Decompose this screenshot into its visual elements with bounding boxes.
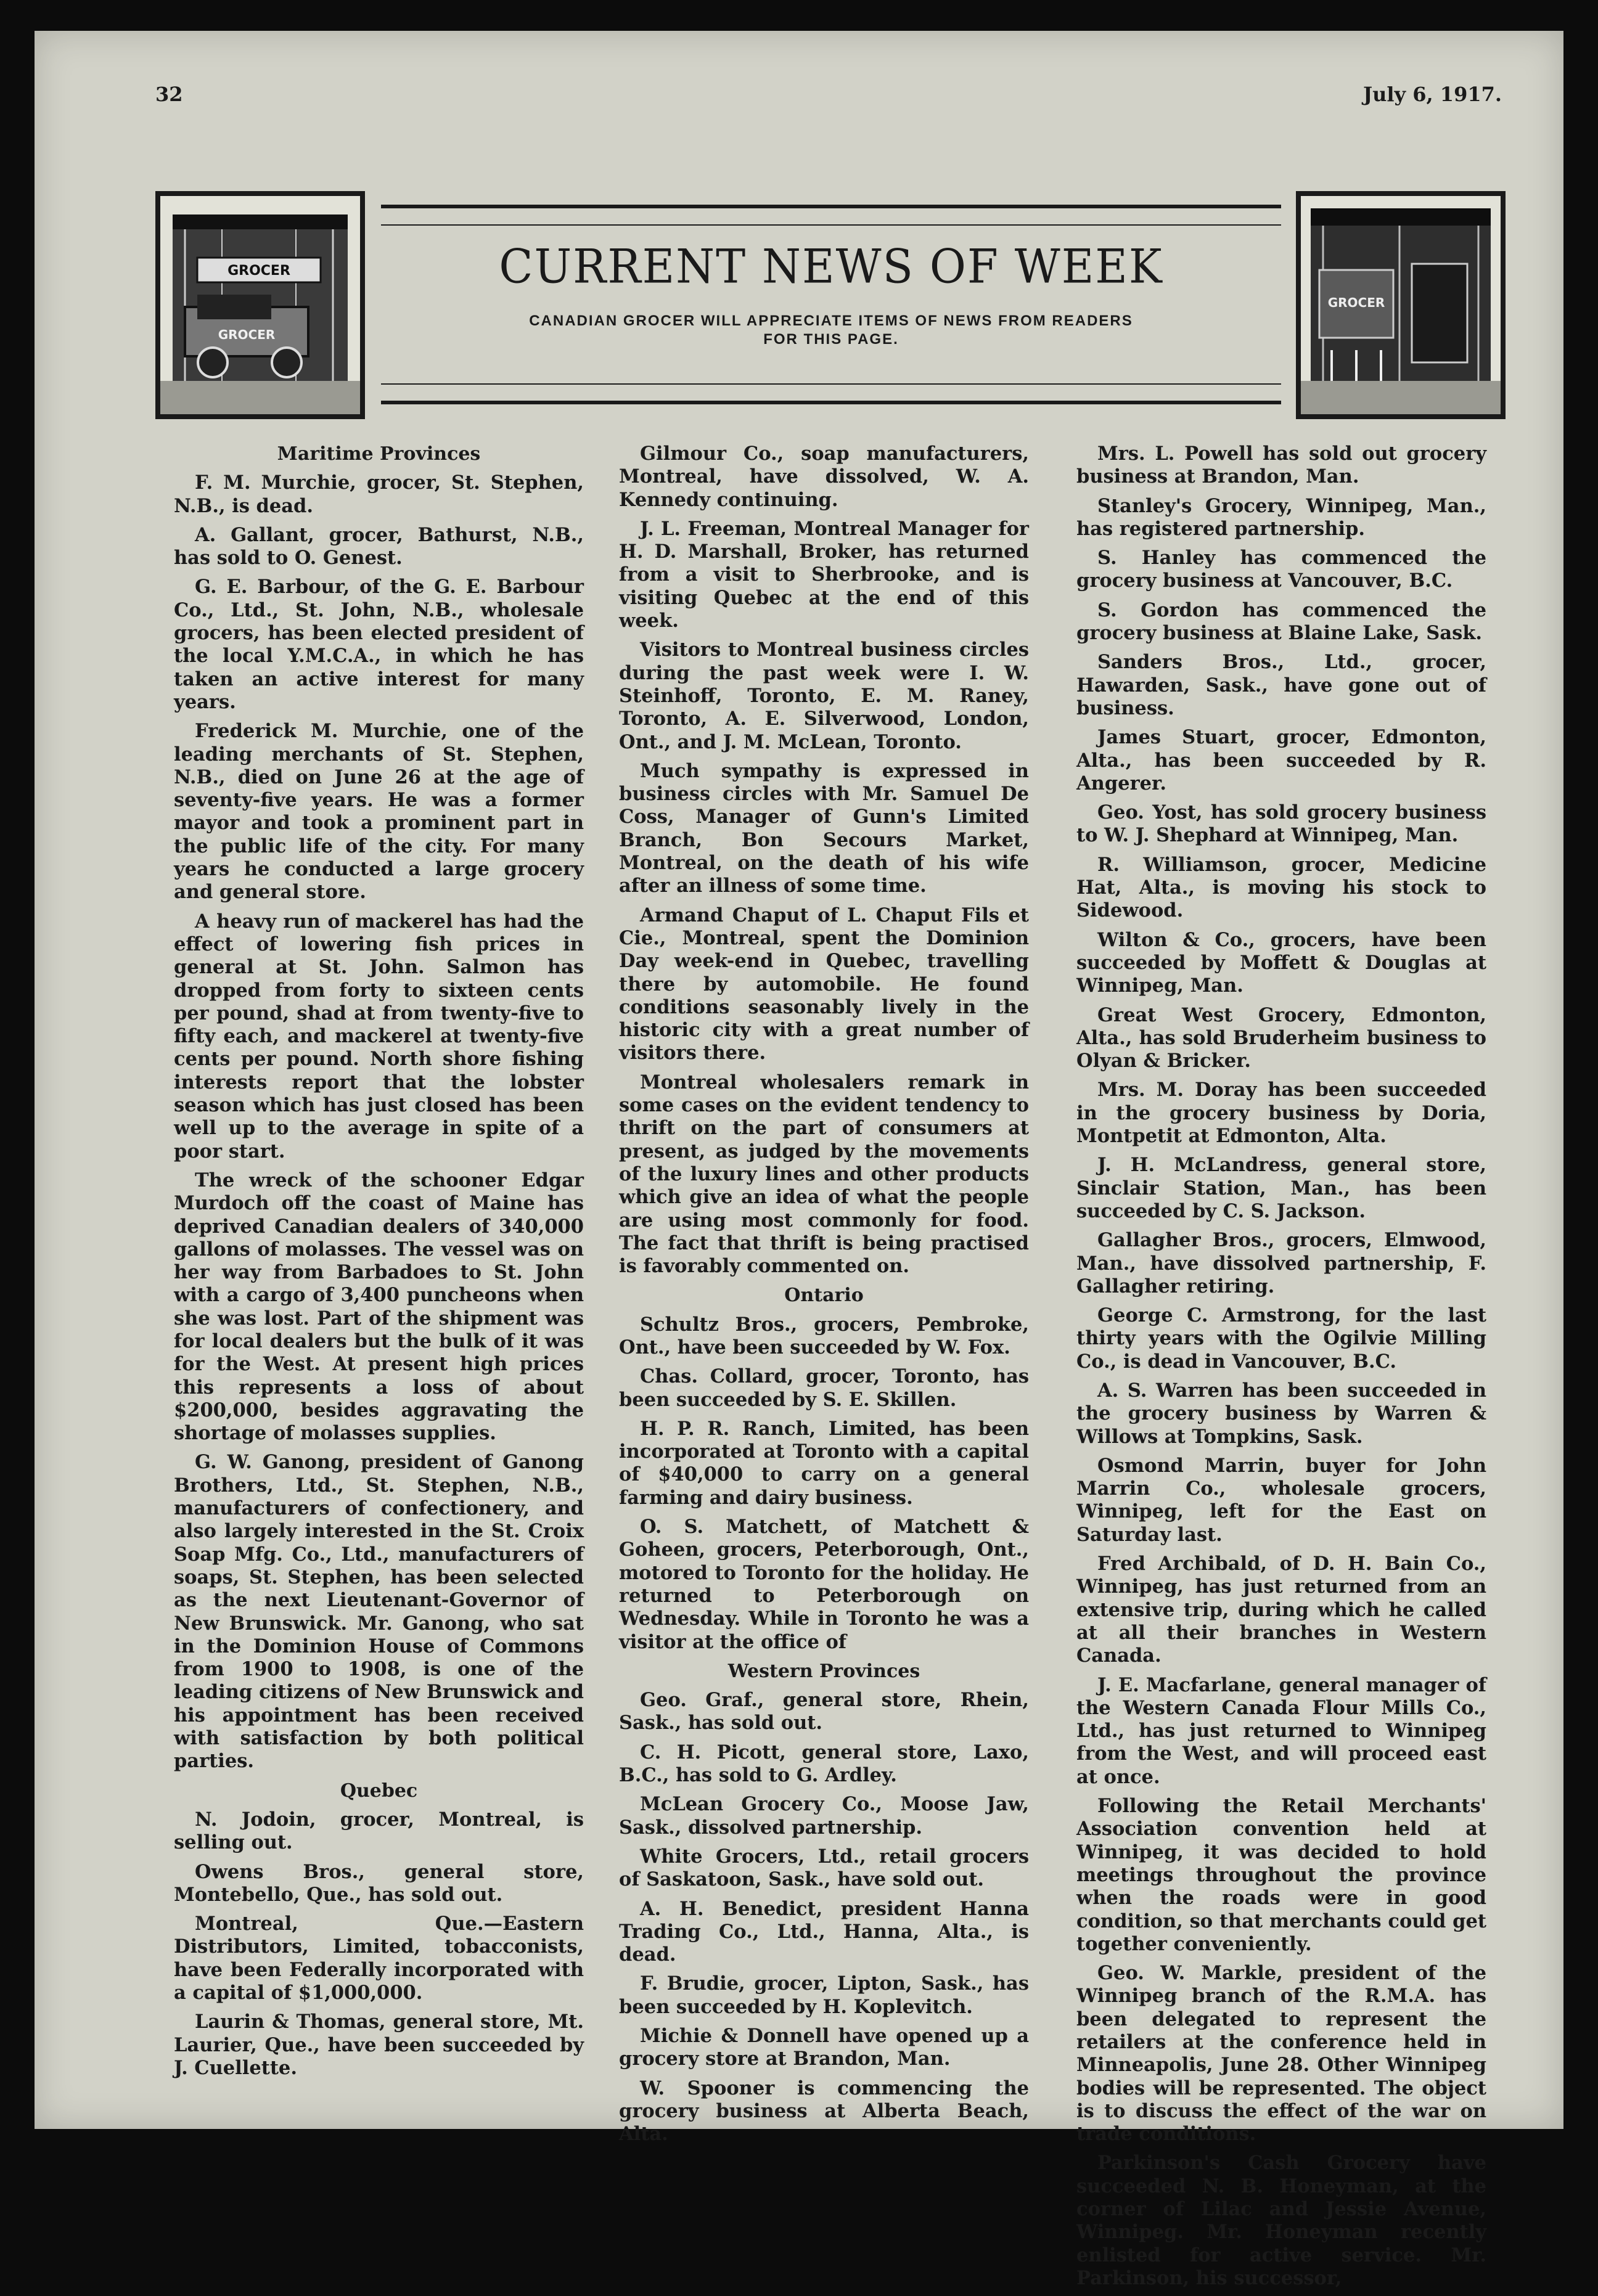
store-front-icon	[1301, 196, 1501, 414]
news-item: Owens Bros., general store, Montebello, Que., has sold out.	[174, 1860, 584, 1906]
masthead-top-rule	[381, 205, 1281, 226]
news-item: A. Gallant, grocer, Bathurst, N.B., has sold to O. Genest.	[174, 523, 584, 570]
store-sign-text: GROCER	[227, 263, 290, 279]
news-item: Armand Chaput of L. Chaput Fils et Cie., Montreal, spent the Dominion Day week-end in Quebec, travelling there by automobile. He found conditions seasonably lively in the historic city with a great number of visitors there.	[619, 904, 1029, 1064]
news-item: H. P. R. Ranch, Limited, has been incorporated at Toronto with a capital of $40,000 to carry on a general farming and dairy business.	[619, 1417, 1029, 1509]
store-window-sign-text: GROCER	[1327, 295, 1385, 310]
masthead-bottom-rule	[381, 383, 1281, 404]
store-front-with-car-icon	[160, 196, 360, 414]
news-item: Sanders Bros., Ltd., grocer, Hawarden, Sask., have gone out of business.	[1076, 651, 1486, 719]
news-item: S. Hanley has commenced the grocery business at Vancouver, B.C.	[1076, 547, 1486, 592]
news-item: J. L. Freeman, Montreal Manager for H. D. Marshall, Broker, has returned from a visit to Sherbrooke, and is visiting Quebec at the end of this week.	[619, 517, 1029, 632]
news-item: S. Gordon has commenced the grocery business at Blaine Lake, Sask.	[1076, 599, 1486, 645]
news-item: Parkinson's Cash Grocery have succeeded N. B. Honeyman, at the corner of Lilac and Jessie Avenue, Winnipeg. Mr. Honeyman recently enlisted for active service. Mr. Parkinson, his successor,	[1076, 2152, 1486, 2289]
news-item: James Stuart, grocer, Edmonton, Alta., has been succeeded by R. Angerer.	[1076, 726, 1486, 795]
section-heading-quebec: Quebec	[340, 1779, 418, 1802]
news-item: Chas. Collard, grocer, Toronto, has been succeeded by S. E. Skillen.	[619, 1365, 1029, 1411]
page-subtitle: CANADIAN GROCER WILL APPRECIATE ITEMS OF NEWS FROM READERS FOR THIS PAGE.	[529, 313, 1133, 348]
news-item: C. H. Picott, general store, Laxo, B.C., has sold to G. Ardley.	[619, 1741, 1029, 1787]
news-item: Stanley's Grocery, Winnipeg, Man., has registered partnership.	[1076, 494, 1486, 540]
news-item: F. M. Murchie, grocer, St. Stephen, N.B., is dead.	[174, 472, 584, 517]
section-heading-western: Western Provinces	[727, 1660, 920, 1682]
section-heading-maritime: Maritime Provinces	[277, 443, 481, 465]
news-item: Montreal, Que.—Eastern Distributors, Limited, tobacconists, have been Federally incorporated with a capital of $1,000,000.	[174, 1913, 584, 2004]
news-item: Frederick M. Murchie, one of the leading merchants of St. Stephen, N.B., died on June 26 at the age of seventy-five years. He was a former mayor and took a prominent part in the public life of the city. For many years he conducted a large grocery and general store.	[174, 720, 584, 904]
news-item: O. S. Matchett, of Matchett & Goheen, grocers, Peterborough, Ont., motored to Toronto for the holiday. He returned to Peterborough on Wednesday. While in Toronto he was a visitor at the office of	[619, 1516, 1029, 1653]
news-item: J. E. Macfarlane, general manager of the Western Canada Flour Mills Co., Ltd., has just returned to Winnipeg from the West, and will proceed east at once.	[1076, 1673, 1486, 1788]
news-item: N. Jodoin, grocer, Montreal, is selling out.	[174, 1808, 584, 1854]
news-item: G. E. Barbour, of the G. E. Barbour Co., Ltd., St. John, N.B., wholesale grocers, has been elected president of the local Y.M.C.A., in which he has taken an active interest for many years.	[174, 576, 584, 713]
column-3	[1076, 443, 1486, 2296]
news-item: Mrs. L. Powell has sold out grocery business at Brandon, Man.	[1076, 443, 1486, 488]
car-sign-text: GROCER	[218, 327, 276, 342]
newspaper-page	[35, 31, 1563, 2289]
page-number: 32	[155, 83, 183, 106]
news-item: Gilmour Co., soap manufacturers, Montreal, have dissolved, W. A. Kennedy continuing.	[619, 443, 1029, 511]
grocery-store-front-illustration	[1296, 191, 1506, 419]
news-item: Osmond Marrin, buyer for John Marrin Co., wholesale grocers, Winnipeg, left for the East on Saturday last.	[1076, 1454, 1486, 1546]
news-item: McLean Grocery Co., Moose Jaw, Sask., dissolved partnership.	[619, 1793, 1029, 1839]
masthead	[155, 191, 1506, 419]
news-item: Gallagher Bros., grocers, Elmwood, Man., have dissolved partnership, F. Gallagher retiring.	[1076, 1229, 1486, 1297]
news-item: J. H. McLandress, general store, Sinclair Station, Man., has been succeeded by C. S. Jackson.	[1076, 1154, 1486, 1222]
news-item: Following the Retail Merchants' Association convention held at Winnipeg, it was decided to hold meetings throughout the province when the roads were in good condition, so that merchants could get together conveniently.	[1076, 1795, 1486, 1955]
column-1	[174, 443, 584, 2086]
news-item: White Grocers, Ltd., retail grocers of Saskatoon, Sask., have sold out.	[619, 1845, 1029, 1891]
news-item: Fred Archibald, of D. H. Bain Co., Winnipeg, has just returned from an extensive trip, during which he called at all their branches in Western Canada.	[1076, 1553, 1486, 1667]
news-item: Wilton & Co., grocers, have been succeeded by Moffett & Douglas at Winnipeg, Man.	[1076, 928, 1486, 997]
news-item: Much sympathy is expressed in business circles with Mr. Samuel De Coss, Manager of Gunn's Limited Branch, Bon Secours Market, Montreal, on the death of his wife after an illness of some time.	[619, 759, 1029, 897]
news-item: W. Spooner is commencing the grocery business at Alberta Beach, Alta.	[619, 2077, 1029, 2146]
news-item: A heavy run of mackerel has had the effect of lowering fish prices in general at St. John. Salmon has dropped from forty to sixteen cents per pound, shad at from twenty-five to fifty each, and mackerel at twenty-five cents per pound. North shore fishing interests report that the lobster season which has just closed has been well up to the average in spite of a poor start.	[174, 910, 584, 1162]
news-item: Geo. Graf., general store, Rhein, Sask., has sold out.	[619, 1689, 1029, 1734]
column-2	[619, 443, 1029, 2152]
news-item: Geo. W. Markle, president of the Winnipeg branch of the R.M.A. has been delegated to represent the retailers at the conference held in Minneapolis, June 28. Other Winnipeg bodies will be represented. The object is to discuss the effect of the war on trade conditions.	[1076, 1962, 1486, 2146]
news-item: Visitors to Montreal business circles during the past week were I. W. Steinhoff, Toronto, E. M. Raney, Toronto, A. E. Silverwood, London, Ont., and J. M. McLean, Toronto.	[619, 639, 1029, 753]
section-heading-ontario: Ontario	[784, 1285, 864, 1307]
grocery-store-car-illustration	[155, 191, 365, 419]
news-item: Great West Grocery, Edmonton, Alta., has sold Bruderheim business to Olyan & Bricker.	[1076, 1003, 1486, 1072]
news-item: Montreal wholesalers remark in some cases on the evident tendency to thrift on the part of consumers at present, as judged by the movements of the luxury lines and other products which give an idea of what the people are using most commonly for food. The fact that thrift is being practised is favorably commented on.	[619, 1071, 1029, 1278]
news-item: A. S. Warren has been succeeded in the grocery business by Warren & Willows at Tompkins, Sask.	[1076, 1379, 1486, 1448]
news-item: Geo. Yost, has sold grocery business to W. J. Shephard at Winnipeg, Man.	[1076, 801, 1486, 847]
news-item: Mrs. M. Doray has been succeeded in the grocery business by Doria, Montpetit at Edmonton, Alta.	[1076, 1079, 1486, 1148]
news-item: R. Williamson, grocer, Medicine Hat, Alta., is moving his stock to Sidewood.	[1076, 853, 1486, 922]
news-item: Laurin & Thomas, general store, Mt. Laurier, Que., have been succeeded by J. Cuellette.	[174, 2011, 584, 2079]
news-item: George C. Armstrong, for the last thirty years with the Ogilvie Milling Co., is dead in Vancouver, B.C.	[1076, 1304, 1486, 1373]
page-title: CURRENT NEWS OF WEEK	[499, 239, 1163, 294]
news-item: The wreck of the schooner Edgar Murdoch off the coast of Maine has deprived Canadian dealers of 340,000 gallons of molasses. The vessel was on her way from Barbadoes to St. John with a cargo of 3,400 puncheons when she was lost. Part of the shipment was for local dealers but the bulk of it was for the West. At present high prices this represents a loss of about $200,000, besides aggravating the shortage of molasses supplies.	[174, 1169, 584, 1445]
news-item: Michie & Donnell have opened up a grocery store at Brandon, Man.	[619, 2025, 1029, 2070]
news-item: Schultz Bros., grocers, Pembroke, Ont., have been succeeded by W. Fox.	[619, 1313, 1029, 1358]
news-item: F. Brudie, grocer, Lipton, Sask., has been succeeded by H. Koplevitch.	[619, 1972, 1029, 2018]
news-item: G. W. Ganong, president of Ganong Brothers, Ltd., St. Stephen, N.B., manufacturers of confectionery, and also largely interested in the St. Croix Soap Mfg. Co., Ltd., manufacturers of soaps, St. Stephen, has been selected as the next Lieutenant-Governor of New Brunswick. Mr. Ganong, who sat in the Dominion House of Commons from 1900 to 1908, is one of the leading citizens of New Brunswick and his appointment has been received with satisfaction by both political parties.	[174, 1451, 584, 1773]
news-item: A. H. Benedict, president Hanna Trading Co., Ltd., Hanna, Alta., is dead.	[619, 1897, 1029, 1966]
issue-date: July 6, 1917.	[1362, 83, 1502, 106]
